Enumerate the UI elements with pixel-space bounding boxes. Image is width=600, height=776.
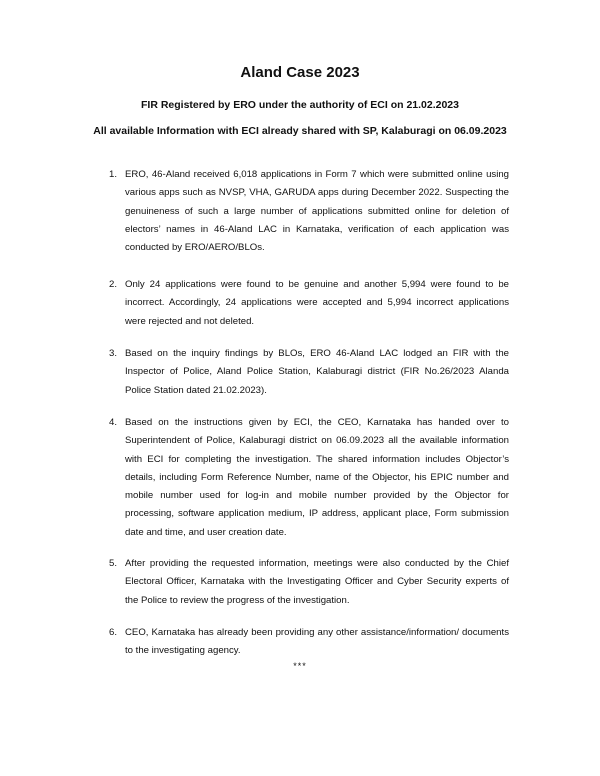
list-item-text: After providing the requested information, meetings were also conducted by the Chief Electoral Officer, Karnataka with the Investigating Officer and Cyber Security experts of the Police to review the progress of the investigation. [125, 558, 509, 606]
document-title: Aland Case 2023 [240, 64, 360, 81]
end-of-document-mark: *** [293, 661, 307, 671]
list-item-text: CEO, Karnataka has already been providing any other assistance/information/ documents to the investigating agency. [125, 627, 509, 657]
list-item [109, 555, 509, 610]
list-item-number: 2. [109, 279, 118, 290]
list-item-number: 4. [109, 417, 118, 428]
list-item-text: Only 24 applications were found to be genuine and another 5,994 were found to be incorrect. Accordingly, 24 applications were accepted and 5,994 incorrect applications were rejected and not deleted. [125, 279, 509, 327]
list-item-number: 1. [109, 169, 118, 180]
list-item-number: 5. [109, 558, 118, 569]
list-item-number: 6. [109, 627, 118, 638]
list-item [109, 166, 509, 257]
list-item [109, 624, 509, 661]
list-item [109, 345, 509, 400]
list-item [109, 276, 509, 331]
fir-subtitle: FIR Registered by ERO under the authority of ECI on 21.02.2023 [141, 99, 459, 111]
list-item [109, 414, 509, 542]
list-item-text: ERO, 46-Aland received 6,018 applications in Form 7 which were submitted online using various apps such as NVSP, VHA, GARUDA apps during December 2022. Suspecting the genuineness of such a large number of applications submitted online for deletion of electors’ names in 46-Aland LAC in Karnataka, verification of each application was conducted by ERO/AERO/BLOs. [125, 169, 509, 254]
list-item-text: Based on the instructions given by ECI, the CEO, Karnataka has handed over to Superintendent of Police, Kalaburagi district on 06.09.2023 all the available information with ECI for completing the investigation. The shared information includes Objector’s details, including Form Reference Number, name of the Objector, his EPIC number and mobile number used for log-in and mobile number provided by the Objector for processing, software application medium, IP address, applicant place, Form submission date and time, and user creation date. [125, 417, 509, 538]
information-shared-subtitle: All available Information with ECI already shared with SP, Kalaburagi on 06.09.2023 [93, 125, 507, 137]
list-item-number: 3. [109, 348, 118, 359]
list-item-text: Based on the inquiry findings by BLOs, ERO 46-Aland LAC lodged an FIR with the Inspector of Police, Aland Police Station, Kalaburagi district (FIR No.26/2023 Alanda Police Station dated 21.02.2023). [125, 348, 509, 396]
